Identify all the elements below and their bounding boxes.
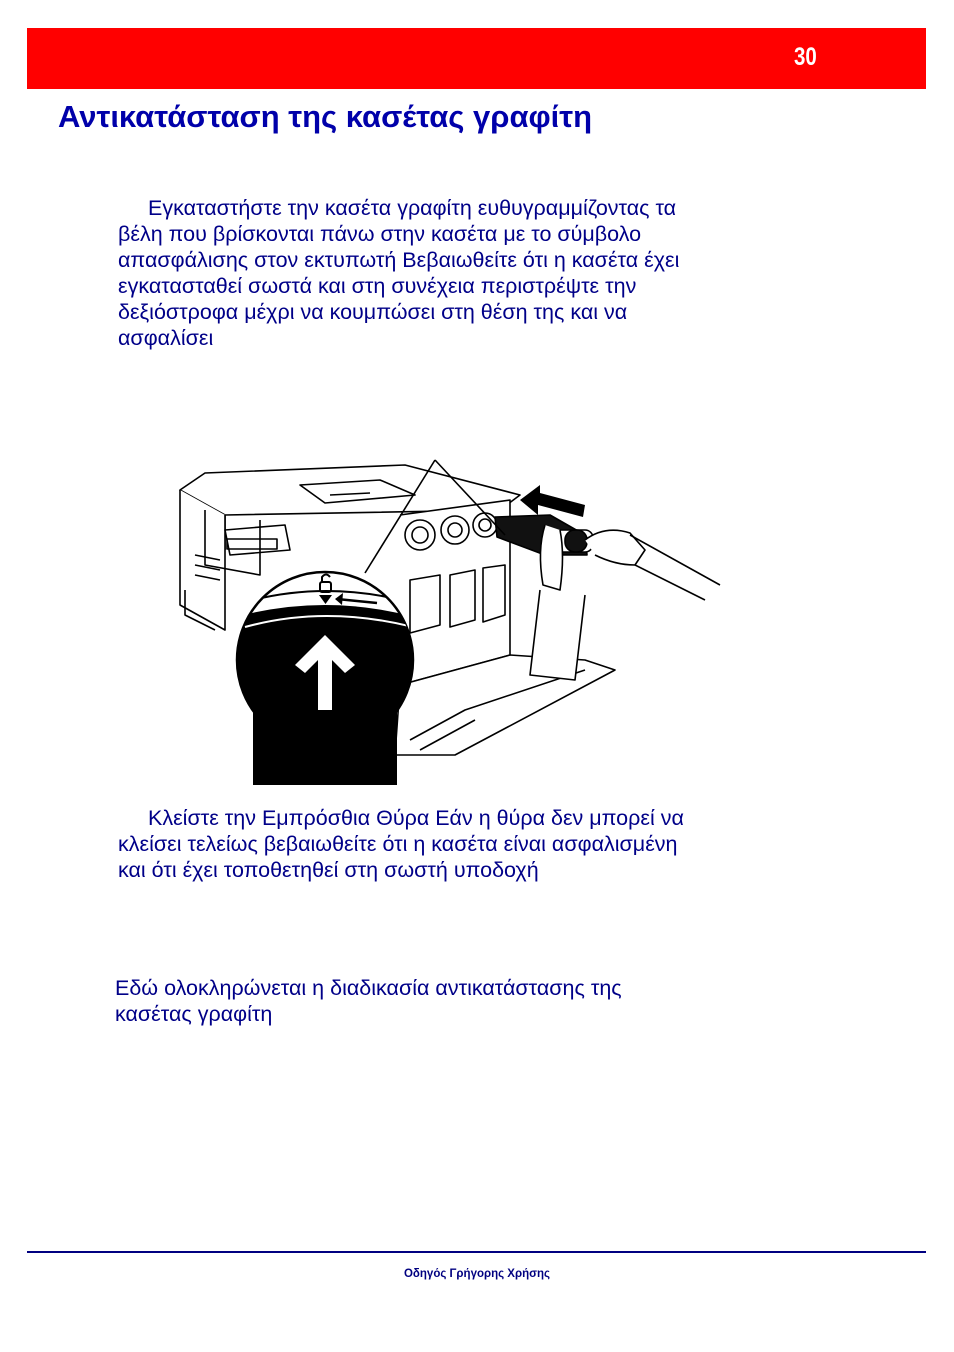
header-bar xyxy=(27,28,926,89)
step-2-text: Κλείστε την Εμπρόσθια Θύρα Εάν η θύρα δεν μπορεί να κλείσει τελείως βεβαιωθείτε ότι η κασέτα είναι ασφαλισμένη και ότι έχει τοποθετηθεί στη σωστή υποδοχή xyxy=(118,806,684,882)
footer-rule xyxy=(27,1251,926,1253)
step-1-text: Εγκαταστήστε την κασέτα γραφίτη ευθυγραμμίζοντας τα βέλη που βρίσκονται πάνω στην κασέτα με το σύμβολο απασφάλισης στον εκτυπωτή Βεβαιωθείτε ότι η κασέτα έχει εγκατασταθεί σωστά και στη συνέχεια περιστρέψτε την δεξιόστροφα μέχρι να κουμπώσει στη θέση της και να ασφαλίσει xyxy=(118,196,680,350)
page-title: Αντικατάσταση της κασέτας γραφίτη xyxy=(58,99,593,134)
page-number: 30 xyxy=(794,43,817,71)
printer-illustration xyxy=(165,455,725,785)
completion-text: Εδώ ολοκληρώνεται η διαδικασία αντικατάστασης της κασέτας γραφίτη xyxy=(115,976,622,1026)
insert-arrow-icon xyxy=(520,485,585,517)
footer-title: Οδηγός Γρήγορης Χρήσης xyxy=(403,1268,550,1280)
